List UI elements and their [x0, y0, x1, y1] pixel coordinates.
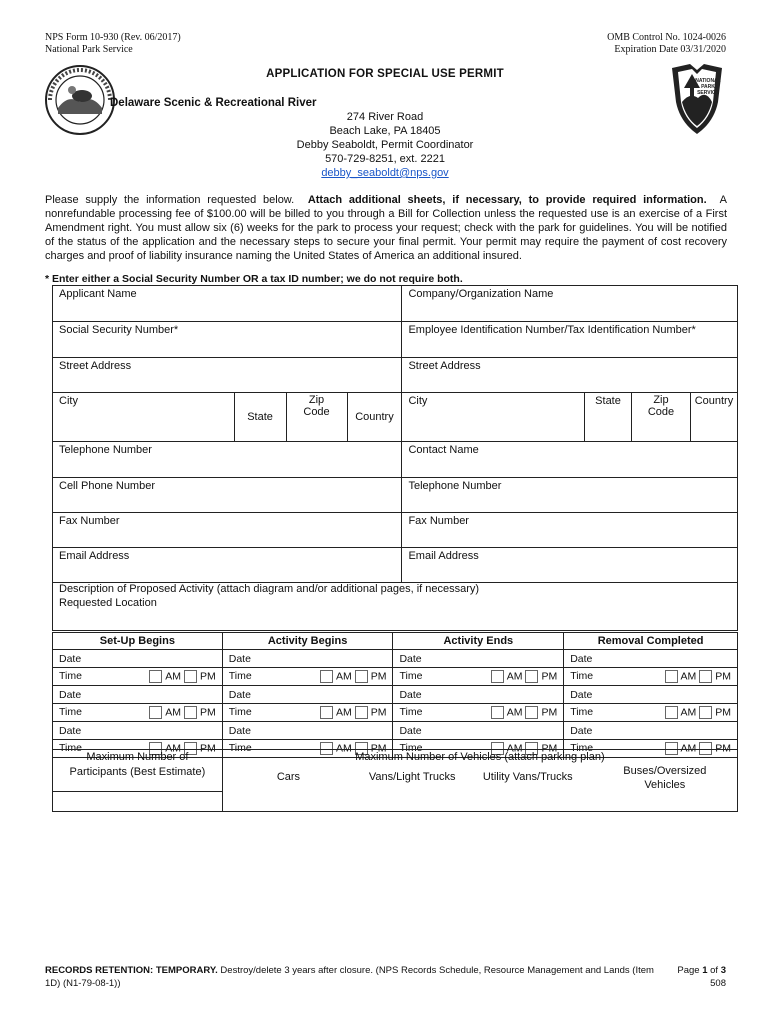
- am-checkbox[interactable]: [149, 670, 162, 683]
- pm-label: PM: [370, 706, 387, 719]
- location-label: Requested Location: [59, 596, 157, 609]
- country-label-1: Country: [355, 411, 394, 423]
- date-label: Date: [399, 688, 422, 701]
- pm-label: PM: [199, 742, 216, 755]
- activity-ends-date-field[interactable]: [393, 686, 564, 704]
- telephone-label-1: Telephone Number: [59, 444, 152, 456]
- buses-label: Buses/Oversized Vehicles: [623, 765, 707, 791]
- time-label: Time: [399, 742, 423, 754]
- city-field-1[interactable]: [53, 393, 235, 442]
- participants-label-cell: [53, 750, 223, 792]
- agency-text: National Park Service: [45, 44, 133, 55]
- time-label: Time: [59, 670, 82, 682]
- retention-bold: RECORDS RETENTION: TEMPORARY.: [45, 965, 218, 976]
- am-label: AM: [335, 742, 352, 755]
- am-label: AM: [680, 706, 697, 719]
- removal-header: Removal Completed: [564, 633, 738, 650]
- ssn-field[interactable]: [53, 322, 402, 358]
- am-label: AM: [165, 742, 181, 755]
- location-field[interactable]: [53, 597, 738, 631]
- telephone-field-2[interactable]: [402, 478, 738, 513]
- state-field-2[interactable]: [585, 393, 632, 442]
- city-label-2: City: [408, 395, 428, 407]
- ein-field[interactable]: [402, 322, 738, 358]
- time-label: Time: [399, 706, 423, 718]
- park-address: [0, 110, 770, 180]
- am-checkbox[interactable]: [491, 706, 504, 719]
- street-address-field-1[interactable]: [53, 358, 402, 393]
- pm-checkbox[interactable]: [184, 706, 197, 719]
- intro-paragraph: [45, 194, 727, 264]
- description-field[interactable]: [53, 583, 738, 597]
- am-label: AM: [506, 706, 523, 719]
- fax-field-1[interactable]: [53, 513, 402, 548]
- utility-label: Utility Vans/Trucks: [482, 771, 573, 783]
- am-label: AM: [165, 670, 181, 683]
- pm-label: PM: [541, 706, 558, 719]
- pm-label: PM: [541, 670, 558, 683]
- am-checkbox[interactable]: [665, 706, 678, 719]
- records-retention: [45, 964, 655, 990]
- svg-text:NATIONAL: NATIONAL: [695, 78, 721, 84]
- pm-checkbox[interactable]: [525, 670, 538, 683]
- participants-label: Maximum Number of Participants (Best Estimate): [69, 751, 206, 778]
- contact-name-field[interactable]: [402, 442, 738, 478]
- pm-label: PM: [541, 742, 558, 755]
- time-label: Time: [570, 670, 594, 682]
- time-label: Time: [570, 742, 594, 754]
- omb-info: [607, 32, 726, 56]
- state-field-1[interactable]: [234, 393, 286, 442]
- activity-begins-header: Activity Begins: [222, 633, 393, 650]
- date-label: Date: [228, 724, 251, 737]
- svg-text:PARK: PARK: [701, 84, 715, 90]
- date-label: Date: [59, 688, 82, 701]
- address-email-link[interactable]: debby_seaboldt@nps.gov: [321, 167, 449, 179]
- street-label-2: Street Address: [408, 360, 481, 372]
- activity-begins-time-field[interactable]: [222, 668, 393, 686]
- street-label-1: Street Address: [59, 360, 132, 372]
- vehicles-label: Maximum Number of Vehicles (attach parking plan): [355, 751, 605, 763]
- form-number: [45, 32, 181, 56]
- pm-label: PM: [715, 706, 731, 719]
- zip-field-2[interactable]: [631, 393, 690, 442]
- am-label: AM: [506, 742, 523, 755]
- fax-field-2[interactable]: [402, 513, 738, 548]
- date-label: Date: [59, 724, 82, 737]
- page-prefix: Page: [677, 965, 700, 976]
- setup-date-field[interactable]: [53, 650, 223, 668]
- form-title: APPLICATION FOR SPECIAL USE PERMIT: [266, 68, 504, 80]
- pm-label: PM: [370, 670, 387, 683]
- setup-header: Set-Up Begins: [53, 633, 223, 650]
- cell-phone-label: Cell Phone Number: [59, 480, 155, 492]
- description-label: Description of Proposed Activity (attach diagram and/or additional pages, if necessary): [59, 583, 480, 595]
- date-label: Date: [570, 652, 593, 665]
- pm-label: PM: [715, 670, 731, 683]
- country-field-2[interactable]: [690, 393, 737, 442]
- fax-label-2: Fax Number: [408, 515, 469, 527]
- time-label: Time: [228, 706, 252, 718]
- date-label: Date: [59, 652, 82, 665]
- am-label: AM: [680, 670, 697, 683]
- activity-ends-date-field[interactable]: [393, 650, 564, 668]
- email-label-1: Email Address: [59, 550, 130, 562]
- activity-begins-date-field[interactable]: [222, 686, 393, 704]
- country-field-1[interactable]: [347, 393, 402, 442]
- setup-time-field[interactable]: [53, 668, 223, 686]
- setup-time-field[interactable]: [53, 704, 223, 722]
- activity-ends-date-field[interactable]: [393, 722, 564, 740]
- telephone-field-1[interactable]: [53, 442, 402, 478]
- fax-label-1: Fax Number: [59, 515, 120, 527]
- park-name: Delaware Scenic & Recreational River: [110, 97, 317, 109]
- time-label: Time: [59, 706, 82, 718]
- contact-name-label: Contact Name: [408, 444, 479, 456]
- pm-label: PM: [199, 670, 216, 683]
- date-label: Date: [228, 688, 251, 701]
- participants-input[interactable]: [53, 792, 223, 812]
- pm-checkbox[interactable]: [699, 670, 712, 683]
- activity-begins-time-field[interactable]: [222, 704, 393, 722]
- address-street: 274 River Road: [346, 111, 424, 123]
- intro-bold: Attach additional sheets, if necessary, to provide required information.: [307, 194, 707, 206]
- removal-date-field[interactable]: [564, 650, 738, 668]
- am-checkbox[interactable]: [491, 670, 504, 683]
- form-code: 508: [710, 978, 726, 989]
- intro-rest: A nonrefundable processing fee of $100.00 will be billed to you through a Bill for Collection unless the requested use is an exercise of a First Amendment right. You must allow six (6) weeks for the park to process your request; check with the park for guidelines. You will be notified of the status of the application and the necessary steps to secure your final permit. Your permit may require the payment of cost recovery charges and proof of liability insurance naming the United States of America an additional insured.: [45, 194, 727, 262]
- cars-label: Cars: [276, 771, 301, 783]
- date-label: Date: [228, 652, 251, 665]
- email-field-2[interactable]: [402, 548, 738, 583]
- telephone-label-2: Telephone Number: [408, 480, 502, 492]
- page-indicator: [650, 964, 726, 990]
- pm-label: PM: [715, 742, 731, 755]
- am-label: AM: [335, 670, 352, 683]
- schedule-table: [52, 632, 738, 758]
- city-label-1: City: [59, 395, 78, 407]
- email-field-1[interactable]: [53, 548, 402, 583]
- page-of: of: [710, 965, 719, 976]
- address-city: Beach Lake, PA 18405: [329, 125, 441, 137]
- pm-checkbox[interactable]: [184, 670, 197, 683]
- omb-text: OMB Control No. 1024-0026: [607, 32, 726, 43]
- time-label: Time: [228, 670, 252, 682]
- time-label: Time: [570, 706, 594, 718]
- date-label: Date: [399, 652, 422, 665]
- date-label: Date: [399, 724, 422, 737]
- am-label: AM: [506, 670, 523, 683]
- city-field-2[interactable]: [402, 393, 585, 442]
- ssn-label: Social Security Number*: [59, 324, 179, 336]
- email-label-2: Email Address: [408, 550, 479, 562]
- cell-phone-field[interactable]: [53, 478, 402, 513]
- state-label-1: State: [247, 411, 273, 423]
- applicant-name-field[interactable]: [53, 286, 402, 322]
- time-label: Time: [59, 742, 82, 754]
- am-checkbox[interactable]: [149, 706, 162, 719]
- removal-time-field[interactable]: [564, 704, 738, 722]
- setup-date-field[interactable]: [53, 722, 223, 740]
- activity-begins-date-field[interactable]: [222, 650, 393, 668]
- expiration-text: Expiration Date 03/31/2020: [614, 44, 726, 55]
- applicant-name-label: Applicant Name: [59, 288, 137, 300]
- street-address-field-2[interactable]: [402, 358, 738, 393]
- vehicles-cell: [222, 750, 737, 812]
- address-contact: Debby Seaboldt, Permit Coordinator: [296, 139, 474, 151]
- zip-label-1: Zip Code: [303, 394, 330, 418]
- address-phone: 570-729-8251, ext. 2221: [325, 153, 445, 165]
- am-checkbox[interactable]: [320, 670, 333, 683]
- page-number: 1: [702, 965, 708, 976]
- svg-text:SERVICE: SERVICE: [697, 90, 719, 96]
- page-total: 3: [720, 965, 726, 976]
- ein-label: Employee Identification Number/Tax Identification Number*: [408, 324, 696, 336]
- retention-text: Destroy/delete 3 years after closure. (NPS Records Schedule, Resource Management and Lands (Item 1D) (N1-79-08-1)): [45, 965, 654, 989]
- pm-label: PM: [370, 742, 387, 755]
- applicant-info-table: [52, 285, 738, 631]
- am-label: AM: [165, 706, 181, 719]
- zip-label-2: Zip Code: [647, 394, 675, 418]
- ssn-note: * Enter either a Social Security Number OR a tax ID number; we do not require both.: [45, 273, 463, 285]
- am-label: AM: [680, 742, 697, 755]
- time-label: Time: [228, 742, 252, 754]
- activity-ends-time-field[interactable]: [393, 668, 564, 686]
- pm-label: PM: [199, 706, 216, 719]
- pm-checkbox[interactable]: [699, 706, 712, 719]
- intro-sentence-1: Please supply the information requested below.: [45, 194, 295, 206]
- am-label: AM: [335, 706, 352, 719]
- vans-label: Vans/Light Trucks: [368, 771, 456, 783]
- company-name-field[interactable]: [402, 286, 738, 322]
- am-checkbox[interactable]: [320, 706, 333, 719]
- am-checkbox[interactable]: [665, 670, 678, 683]
- removal-date-field[interactable]: [564, 722, 738, 740]
- pm-checkbox[interactable]: [355, 706, 368, 719]
- time-label: Time: [399, 670, 423, 682]
- country-label-2: Country: [694, 395, 734, 407]
- removal-time-field[interactable]: [564, 668, 738, 686]
- activity-begins-date-field[interactable]: [222, 722, 393, 740]
- pm-checkbox[interactable]: [355, 670, 368, 683]
- activity-ends-header: Activity Ends: [393, 633, 564, 650]
- participants-table: [52, 749, 738, 812]
- date-label: Date: [570, 688, 593, 701]
- date-label: Date: [570, 724, 593, 737]
- removal-date-field[interactable]: [564, 686, 738, 704]
- form-number-text: NPS Form 10-930 (Rev. 06/2017): [45, 32, 181, 43]
- pm-checkbox[interactable]: [525, 706, 538, 719]
- zip-field-1[interactable]: [286, 393, 347, 442]
- state-label-2: State: [595, 395, 621, 407]
- company-name-label: Company/Organization Name: [408, 288, 554, 300]
- activity-ends-time-field[interactable]: [393, 704, 564, 722]
- setup-date-field[interactable]: [53, 686, 223, 704]
